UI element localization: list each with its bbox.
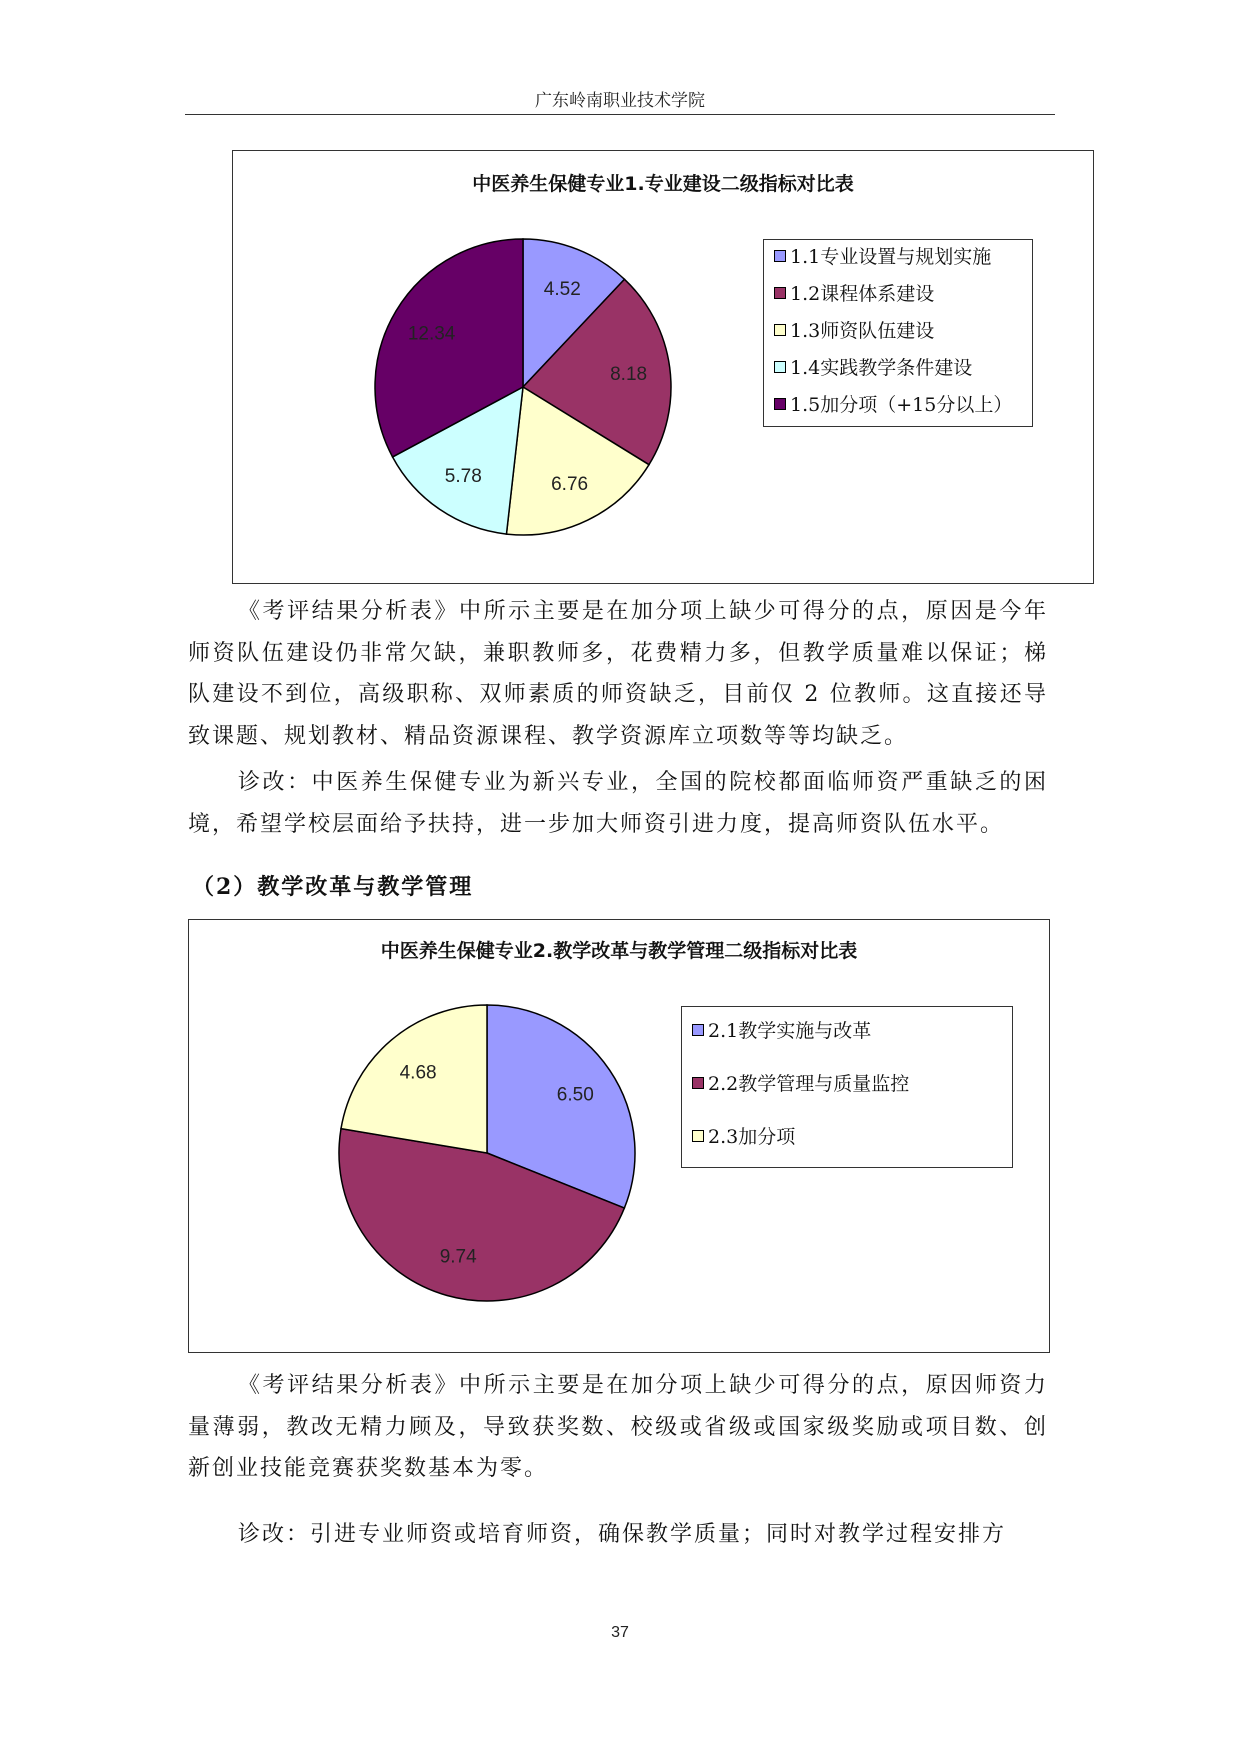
chart-2-legend-item-3 <box>692 1126 795 1148</box>
chart-2-data-label-3: 4.68 <box>399 1062 437 1084</box>
chart-2-legend-label-2: 2.2教学管理与质量监控 <box>708 1073 910 1095</box>
chart-1-data-label-4: 5.78 <box>444 466 482 488</box>
chart-1-legend-item-2 <box>774 283 934 305</box>
chart-2-data-label-1: 6.50 <box>556 1084 594 1106</box>
chart-1-data-label-5: 12.34 <box>407 323 456 345</box>
chart-1-data-label-1: 4.52 <box>543 279 581 300</box>
page-header: 广东岭南职业技术学院 <box>535 91 705 111</box>
header-rule <box>185 114 1055 115</box>
chart-1 <box>232 150 1094 584</box>
chart-1-legend-swatch-4 <box>774 361 786 373</box>
chart-1-legend-swatch-2 <box>774 287 786 299</box>
chart-1-legend-label-3: 1.3师资队伍建设 <box>790 320 935 342</box>
chart-1-legend-label-4: 1.4实践教学条件建设 <box>790 357 973 379</box>
chart-1-legend-swatch-5 <box>774 398 786 410</box>
chart-1-legend <box>763 239 1033 427</box>
chart-2-legend-item-2 <box>692 1073 909 1095</box>
chart-1-data-label-2: 8.18 <box>610 364 648 386</box>
paragraph-2: 诊改：中医养生保健专业为新兴专业，全国的院校都面临师资严重缺乏的困境，希望学校层面给予扶持，进一步加大师资引进力度，提高师资队伍水平。 <box>188 770 1048 837</box>
chart-2-legend <box>681 1006 1013 1168</box>
paragraph-3: 《考评结果分析表》中所示主要是在加分项上缺少可得分的点，原因师资力量薄弱，教改无精力顾及，导致获奖数、校级或省级或国家级奖励或项目数、创新创业技能竞赛获奖数基本为零。 <box>188 1373 1048 1481</box>
chart-2-title: 中医养生保健专业2.教学改革与教学管理二级指标对比表 <box>380 940 858 962</box>
chart-1-legend-label-5: 1.5加分项（+15分以上） <box>790 394 1013 416</box>
section-heading: （2）教学改革与教学管理 <box>192 874 474 900</box>
chart-1-data-label-3: 6.76 <box>551 473 589 495</box>
chart-1-legend-item-1 <box>774 246 991 268</box>
chart-2-legend-swatch-2 <box>692 1077 704 1089</box>
chart-2-legend-item-1 <box>692 1020 871 1042</box>
chart-1-title: 中医养生保健专业1.专业建设二级指标对比表 <box>472 173 854 195</box>
page-number: 37 <box>611 1624 629 1641</box>
chart-1-legend-item-5 <box>774 394 1012 416</box>
chart-1-legend-swatch-3 <box>774 324 786 336</box>
chart-1-legend-item-4 <box>774 357 972 379</box>
chart-2-legend-label-3: 2.3加分项 <box>708 1126 796 1148</box>
chart-1-legend-label-2: 1.2课程体系建设 <box>790 283 935 305</box>
chart-1-legend-label-1: 1.1专业设置与规划实施 <box>790 246 992 268</box>
chart-2-data-label-2: 9.74 <box>439 1246 477 1268</box>
chart-2-legend-swatch-3 <box>692 1130 704 1142</box>
paragraph-1: 《考评结果分析表》中所示主要是在加分项上缺少可得分的点，原因是今年师资队伍建设仍非常欠缺，兼职教师多，花费精力多，但教学质量难以保证；梯队建设不到位，高级职称、双师素质的师资缺乏，目前仅 2 位教师。这直接还导致课题、规划教材、精品资源课程、教学资源库立项数等等均缺乏。 <box>188 599 1048 749</box>
chart-1-legend-swatch-1 <box>774 250 786 262</box>
paragraph-4: 诊改：引进专业师资或培育师资，确保教学质量；同时对教学过程安排方 <box>238 1522 1007 1547</box>
chart-1-legend-item-3 <box>774 320 934 342</box>
chart-2-legend-swatch-1 <box>692 1024 704 1036</box>
chart-2 <box>188 919 1050 1353</box>
chart-2-legend-label-1: 2.1教学实施与改革 <box>708 1020 872 1042</box>
